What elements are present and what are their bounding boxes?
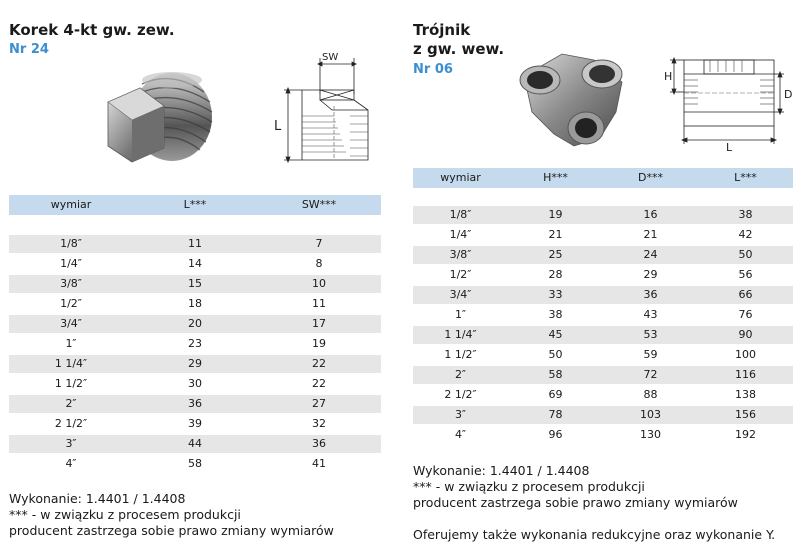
cell-size: 2 1/2″: [54, 417, 88, 430]
col-header-h: H***: [543, 171, 568, 184]
product-title-line1: Trójnik: [413, 21, 471, 39]
cell-d: 29: [643, 268, 658, 281]
cell-l: 18: [188, 297, 202, 310]
material-note: Wykonanie: 1.4401 / 1.4408: [413, 463, 590, 478]
table-row: [9, 335, 381, 353]
cell-size: 1 1/2″: [444, 348, 477, 361]
tee-dimensions-table: [413, 168, 793, 448]
material-note: Wykonanie: 1.4401 / 1.4408: [9, 491, 186, 506]
table-row: [413, 386, 793, 404]
table-row: [9, 255, 381, 273]
cell-l: 42: [738, 228, 753, 241]
product-number: Nr 24: [9, 42, 49, 57]
cell-d: 130: [640, 428, 661, 441]
cell-d: 36: [643, 288, 658, 301]
cell-size: 1 1/2″: [54, 377, 88, 390]
cell-l: 116: [735, 368, 756, 381]
cell-h: 50: [548, 348, 563, 361]
cell-size: 1″: [65, 337, 77, 350]
disclaimer-note-1: *** - w związku z procesem produkcji: [9, 507, 241, 522]
l-label: L: [726, 141, 733, 152]
table-row: [413, 326, 793, 344]
table-row: [9, 395, 381, 413]
cell-h: 58: [548, 368, 563, 381]
table-row: [413, 406, 793, 424]
cell-size: 4″: [65, 457, 77, 470]
cell-h: 96: [548, 428, 563, 441]
cell-l: 23: [188, 337, 202, 350]
product-number: Nr 06: [413, 62, 453, 77]
table-row: [9, 315, 381, 333]
cell-h: 38: [548, 308, 563, 321]
cell-l: 14: [188, 257, 202, 270]
cell-sw: 11: [312, 297, 326, 310]
cell-size: 1/2″: [449, 268, 472, 281]
cell-sw: 22: [312, 357, 326, 370]
cell-d: 21: [643, 228, 658, 241]
disclaimer-note-2: producent zastrzega sobie prawo zmiany wymiarów: [413, 495, 738, 510]
cell-size: 2″: [454, 368, 467, 381]
cell-sw: 10: [312, 277, 326, 290]
cell-h: 78: [548, 408, 563, 421]
table-header: [9, 195, 381, 215]
cell-d: 24: [643, 248, 658, 261]
col-header-d: D***: [638, 171, 663, 184]
table-row: [413, 266, 793, 284]
table-row: [413, 426, 793, 444]
table-row: [9, 435, 381, 453]
cell-size: 1 1/4″: [54, 357, 88, 370]
cell-sw: 17: [312, 317, 326, 330]
cell-d: 43: [643, 308, 658, 321]
cell-l: 76: [738, 308, 753, 321]
cell-l: 11: [188, 237, 202, 250]
cell-size: 3″: [65, 437, 77, 450]
tee-technical-drawing: [660, 52, 796, 152]
cell-h: 28: [548, 268, 563, 281]
table-row: [413, 246, 793, 264]
cell-d: 103: [640, 408, 661, 421]
cell-size: 3″: [454, 408, 467, 421]
table-row: [9, 235, 381, 253]
table-row: [9, 355, 381, 373]
cell-l: 100: [735, 348, 756, 361]
disclaimer-note-1: *** - w związku z procesem produkcji: [413, 479, 645, 494]
col-header-l: L***: [183, 198, 207, 211]
cell-sw: 36: [312, 437, 326, 450]
cell-size: 3/4″: [60, 317, 82, 330]
cell-l: 29: [188, 357, 202, 370]
reduction-offer-note: Oferujemy także wykonania redukcyjne oraz wykonanie Y.: [413, 527, 776, 542]
cell-l: 20: [188, 317, 202, 330]
cell-h: 19: [548, 208, 563, 221]
cell-size: 4″: [454, 428, 467, 441]
table-row: [9, 275, 381, 293]
cell-d: 53: [643, 328, 658, 341]
cell-size: 2 1/2″: [444, 388, 477, 401]
cell-d: 16: [643, 208, 658, 221]
cell-l: 66: [738, 288, 753, 301]
cell-h: 69: [548, 388, 563, 401]
col-header-sw: SW***: [301, 198, 337, 211]
cell-l: 50: [738, 248, 753, 261]
cell-l: 156: [735, 408, 756, 421]
product-title-line2: z gw. wew.: [413, 40, 505, 58]
table-row: [9, 415, 381, 433]
cell-size: 1/4″: [60, 257, 82, 270]
cell-size: 1/8″: [60, 237, 82, 250]
table-row: [413, 206, 793, 224]
cell-d: 59: [643, 348, 658, 361]
tee-photo: [504, 42, 634, 152]
cell-l: 90: [738, 328, 753, 341]
plug-photo: [100, 62, 220, 167]
cell-size: 1/4″: [449, 228, 472, 241]
sw-label: SW: [322, 52, 339, 63]
table-row: [413, 366, 793, 384]
table-header: [413, 168, 793, 188]
cell-l: 15: [188, 277, 202, 290]
cell-l: 39: [188, 417, 202, 430]
d-label: D: [784, 88, 793, 101]
cell-size: 1 1/4″: [444, 328, 477, 341]
cell-size: 3/8″: [60, 277, 82, 290]
cell-l: 38: [738, 208, 753, 221]
cell-sw: 41: [312, 457, 326, 470]
cell-sw: 27: [312, 397, 326, 410]
table-row: [9, 455, 381, 473]
cell-size: 3/4″: [449, 288, 472, 301]
cell-sw: 32: [312, 417, 326, 430]
cell-sw: 8: [315, 257, 323, 270]
table-row: [413, 306, 793, 324]
table-row: [413, 286, 793, 304]
cell-h: 21: [548, 228, 563, 241]
product-title: Korek 4-kt gw. zew.: [9, 21, 175, 39]
cell-l: 56: [738, 268, 753, 281]
cell-size: 2″: [65, 397, 77, 410]
l-label: L: [274, 119, 282, 134]
cell-size: 3/8″: [449, 248, 472, 261]
cell-l: 36: [188, 397, 202, 410]
cell-h: 45: [548, 328, 563, 341]
cell-sw: 22: [312, 377, 326, 390]
cell-d: 88: [643, 388, 658, 401]
col-header-l: L***: [734, 171, 757, 184]
table-row: [413, 346, 793, 364]
cell-size: 1/2″: [60, 297, 82, 310]
cell-sw: 7: [315, 237, 323, 250]
cell-l: 30: [188, 377, 202, 390]
cell-l: 138: [735, 388, 756, 401]
col-header-size: wymiar: [50, 198, 92, 211]
cell-sw: 19: [312, 337, 326, 350]
cell-size: 1″: [454, 308, 467, 321]
cell-l: 58: [188, 457, 202, 470]
cell-h: 25: [548, 248, 563, 261]
disclaimer-note-2: producent zastrzega sobie prawo zmiany wymiarów: [9, 523, 334, 538]
table-row: [413, 226, 793, 244]
cell-l: 192: [735, 428, 756, 441]
col-header-size: wymiar: [440, 171, 481, 184]
plug-technical-drawing: [272, 50, 384, 170]
cell-l: 44: [188, 437, 202, 450]
table-row: [9, 375, 381, 393]
plug-dimensions-table: [9, 195, 381, 475]
table-row: [9, 295, 381, 313]
h-label: H: [664, 70, 673, 83]
cell-size: 1/8″: [449, 208, 472, 221]
cell-h: 33: [548, 288, 563, 301]
cell-d: 72: [643, 368, 658, 381]
